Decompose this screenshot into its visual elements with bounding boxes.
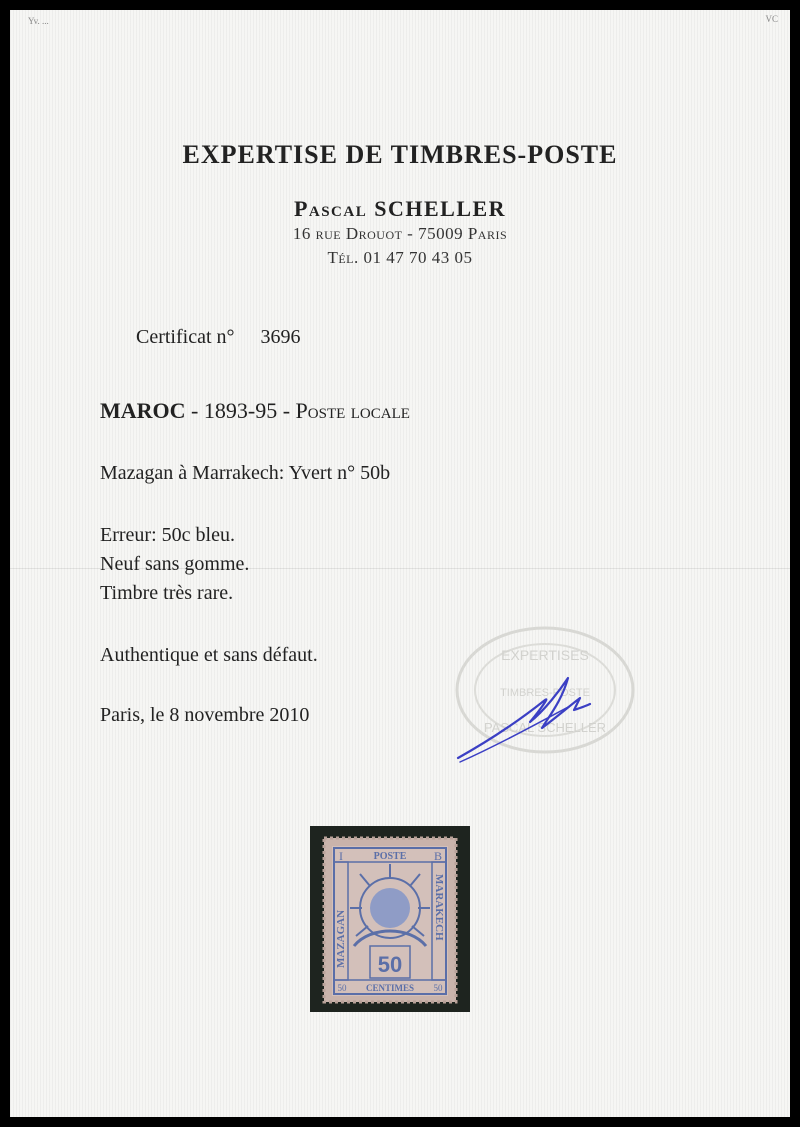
stamp-top-text: POSTE: [373, 851, 407, 862]
certificate-sheet: [10, 10, 790, 1117]
certificate-number-line: [136, 326, 301, 349]
expert-last-name: SCHELLER: [374, 196, 507, 221]
corner-mark-left: Yv. ...: [28, 16, 49, 26]
expert-first-name: Pascal: [293, 196, 368, 221]
expert-address: 16 rue Drouot - 75009 Paris: [292, 224, 508, 243]
expert-name: [10, 196, 790, 222]
stamp-letter-right: B: [433, 849, 443, 863]
rarity-line: Timbre très rare.: [100, 582, 234, 604]
stamp-corner-value-left: 50: [337, 983, 347, 993]
certificate-label: Certificat n°: [136, 326, 235, 348]
seal-text-bottom: PASCAL SCHELLER: [483, 720, 607, 735]
seal-text-top: EXPERTISES: [501, 647, 589, 663]
signature-image: [450, 670, 610, 770]
subject-years: - 1893-95 -: [185, 398, 296, 423]
document-title: EXPERTISE DE TIMBRES-POSTE: [182, 140, 618, 169]
stamp-image: [310, 826, 470, 1012]
seal-text-middle: TIMBRES-POSTE: [500, 687, 590, 699]
certificate-number: 3696: [260, 326, 301, 348]
verdict-line: Authentique et sans défaut.: [100, 644, 318, 666]
error-line: Erreur: 50c bleu.: [100, 524, 235, 546]
place-date-line: Paris, le 8 novembre 2010: [100, 704, 310, 726]
subject-line: [100, 398, 410, 424]
stamp-left-text: MAZAGAN: [335, 909, 347, 968]
condition-line: Neuf sans gomme.: [100, 553, 250, 575]
expert-phone: Tél. 01 47 70 43 05: [327, 248, 473, 267]
stamp-right-text: MARAKECH: [433, 874, 445, 941]
stamp-mount: [310, 826, 470, 1012]
country-name: MAROC: [100, 398, 186, 423]
stamp-corner-value-right: 50: [433, 983, 443, 993]
subject-category: Poste locale: [295, 398, 410, 423]
route-line: Mazagan à Marrakech: Yvert n° 50b: [100, 462, 391, 484]
corner-mark-right: VC: [765, 14, 778, 24]
stamp-value: 50: [377, 952, 403, 977]
stamp-letter-left: I: [339, 849, 343, 863]
stamp-bottom-text: CENTIMES: [365, 983, 415, 993]
